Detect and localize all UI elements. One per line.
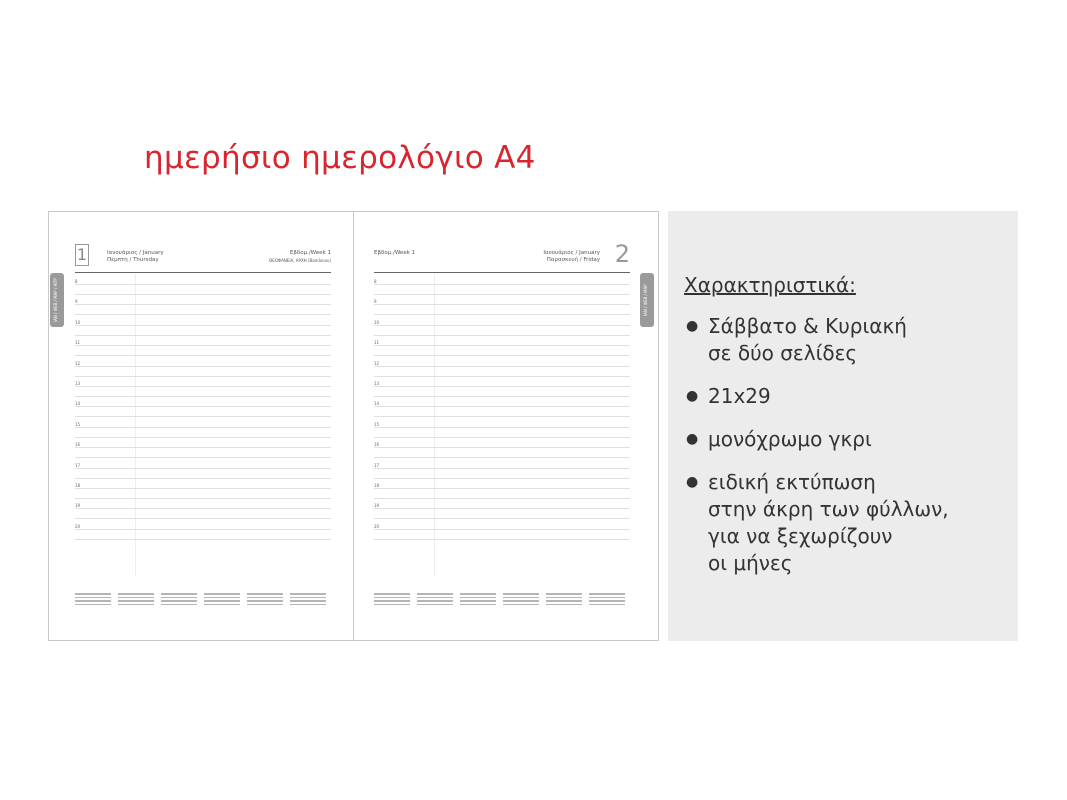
weekday-label: Πέμπτη / Thursday bbox=[107, 257, 159, 263]
hour-label: 12 bbox=[374, 360, 380, 366]
ruled-line bbox=[75, 478, 331, 479]
ruled-line bbox=[75, 325, 331, 326]
features-panel bbox=[668, 211, 1018, 641]
calendar-month bbox=[161, 586, 197, 626]
mini-calendar bbox=[374, 586, 628, 626]
diary-spread-image bbox=[48, 211, 659, 641]
ruled-line bbox=[374, 386, 630, 387]
hour-label: 16 bbox=[374, 442, 380, 448]
ruled-line bbox=[374, 325, 630, 326]
ruled-line bbox=[374, 488, 630, 489]
calendar-month bbox=[417, 586, 453, 626]
calendar-month bbox=[118, 586, 154, 626]
hour-label: 20 bbox=[75, 523, 81, 529]
hour-label: 9 bbox=[374, 299, 377, 305]
hour-label: 8 bbox=[75, 279, 78, 284]
ruled-line bbox=[374, 294, 630, 295]
ruled-line bbox=[75, 427, 331, 428]
feature-item: ● 21x29 bbox=[686, 384, 771, 408]
hour-label: 19 bbox=[374, 503, 380, 509]
ruled-line bbox=[374, 396, 630, 397]
bullet-icon: ● bbox=[686, 318, 699, 334]
week-label: Εβδομ./Week 1 bbox=[289, 250, 331, 256]
ruled-line bbox=[75, 518, 331, 519]
hour-label: 13 bbox=[374, 381, 380, 386]
hour-label: 13 bbox=[75, 381, 81, 386]
hour-label: 14 bbox=[374, 401, 380, 407]
margin-line bbox=[135, 274, 136, 576]
ruled-line bbox=[75, 457, 331, 458]
hour-label: 11 bbox=[75, 340, 81, 346]
ruled-line bbox=[75, 488, 331, 489]
hour-label: 15 bbox=[374, 421, 380, 427]
hour-label: 10 bbox=[374, 319, 380, 325]
ruled-line bbox=[374, 304, 630, 305]
month-edge-tab: ΙΑΝ / ΦΕΒ / ΜΑΡ bbox=[640, 273, 654, 327]
week-label: Εβδομ./Week 1 bbox=[374, 250, 416, 256]
feature-item: ● ειδική εκτύπωση στην άκρη των φύλλων, για να ξεχωρίζουν οι μήνες bbox=[686, 470, 949, 575]
page-title: ημερήσιο ημερολόγιο Α4 bbox=[144, 140, 536, 176]
ruled-line bbox=[374, 366, 630, 367]
right-diary-page bbox=[353, 211, 659, 641]
ruled-line bbox=[374, 355, 630, 356]
ruled-line bbox=[374, 427, 630, 428]
hour-label: 9 bbox=[75, 299, 78, 305]
ruled-line bbox=[75, 335, 331, 336]
hour-label: 10 bbox=[75, 319, 81, 325]
feature-item: ● Σάββατο & Κυριακή σε δύο σελίδες bbox=[686, 314, 907, 365]
ruled-line bbox=[75, 416, 331, 417]
ruled-line bbox=[75, 355, 331, 356]
ruled-line bbox=[75, 437, 331, 438]
calendar-month bbox=[589, 586, 625, 626]
header-rule bbox=[75, 272, 331, 273]
ruled-line bbox=[374, 406, 630, 407]
mini-calendar bbox=[75, 586, 329, 626]
hour-label: 17 bbox=[75, 462, 81, 468]
ruled-line bbox=[75, 529, 331, 530]
header-rule bbox=[374, 272, 630, 273]
calendar-month bbox=[247, 586, 283, 626]
ruled-line bbox=[374, 314, 630, 315]
ruled-line bbox=[374, 478, 630, 479]
hour-label: 15 bbox=[75, 421, 81, 427]
ruled-line bbox=[75, 406, 331, 407]
bullet-icon: ● bbox=[686, 388, 699, 404]
bullet-icon: ● bbox=[686, 431, 699, 447]
ruled-line bbox=[374, 284, 630, 285]
hour-label: 19 bbox=[75, 503, 81, 509]
ruled-line bbox=[374, 468, 630, 469]
ruled-line bbox=[75, 468, 331, 469]
day-number: 1 bbox=[76, 245, 88, 264]
left-diary-page bbox=[48, 211, 354, 641]
ruled-line bbox=[374, 529, 630, 530]
hour-label: 14 bbox=[75, 401, 81, 407]
ruled-line bbox=[374, 416, 630, 417]
ruled-line bbox=[75, 314, 331, 315]
month-edge-tab: ΙΑΝ / ΦΕΒ / ΜΑΡ / ΑΠΡ bbox=[50, 273, 64, 327]
calendar-month bbox=[460, 586, 496, 626]
ruled-line bbox=[75, 508, 331, 509]
ruled-line bbox=[75, 345, 331, 346]
calendar-month bbox=[546, 586, 582, 626]
features-heading: Χαρακτηριστικά: bbox=[684, 273, 856, 297]
hour-label: 8 bbox=[374, 279, 377, 284]
ruled-line bbox=[75, 284, 331, 285]
ruled-line bbox=[374, 437, 630, 438]
ruled-line bbox=[374, 447, 630, 448]
features-list bbox=[684, 313, 949, 593]
ruled-line bbox=[75, 386, 331, 387]
ruled-line bbox=[374, 508, 630, 509]
ruled-line bbox=[374, 457, 630, 458]
month-label: Ιανουάριος / January bbox=[107, 250, 164, 256]
ruled-line bbox=[374, 335, 630, 336]
hour-label: 11 bbox=[374, 340, 380, 346]
feature-item: ● μονόχρωμο γκρι bbox=[686, 427, 872, 451]
hour-label: 20 bbox=[374, 523, 380, 529]
calendar-month bbox=[75, 586, 111, 626]
month-label: Ιανουάριος / January bbox=[543, 250, 600, 256]
ruled-line bbox=[75, 366, 331, 367]
calendar-month bbox=[503, 586, 539, 626]
ruled-line bbox=[374, 345, 630, 346]
ruled-line bbox=[75, 294, 331, 295]
hour-label: 18 bbox=[374, 483, 380, 488]
ruled-line bbox=[75, 396, 331, 397]
hour-label: 17 bbox=[374, 462, 380, 468]
hour-label: 12 bbox=[75, 360, 81, 366]
ruled-line bbox=[75, 304, 331, 305]
calendar-month bbox=[290, 586, 326, 626]
calendar-month bbox=[204, 586, 240, 626]
hour-label: 18 bbox=[75, 483, 81, 488]
ruled-line bbox=[374, 518, 630, 519]
holiday-note: ΘΕΟΦΑΝΕΙΑ, ΑΡΧΗ (Βασιλειου) bbox=[269, 258, 331, 263]
ruled-line bbox=[374, 498, 630, 499]
ruled-line bbox=[75, 447, 331, 448]
bullet-icon: ● bbox=[686, 474, 699, 490]
weekday-label: Παρασκευή / Friday bbox=[546, 257, 600, 263]
hour-label: 16 bbox=[75, 442, 81, 448]
day-number: 2 bbox=[614, 240, 630, 268]
ruled-line bbox=[374, 376, 630, 377]
ruled-line bbox=[75, 376, 331, 377]
margin-line bbox=[434, 274, 435, 576]
ruled-line bbox=[75, 498, 331, 499]
calendar-month bbox=[374, 586, 410, 626]
ruled-line bbox=[75, 539, 331, 540]
ruled-line bbox=[374, 539, 630, 540]
